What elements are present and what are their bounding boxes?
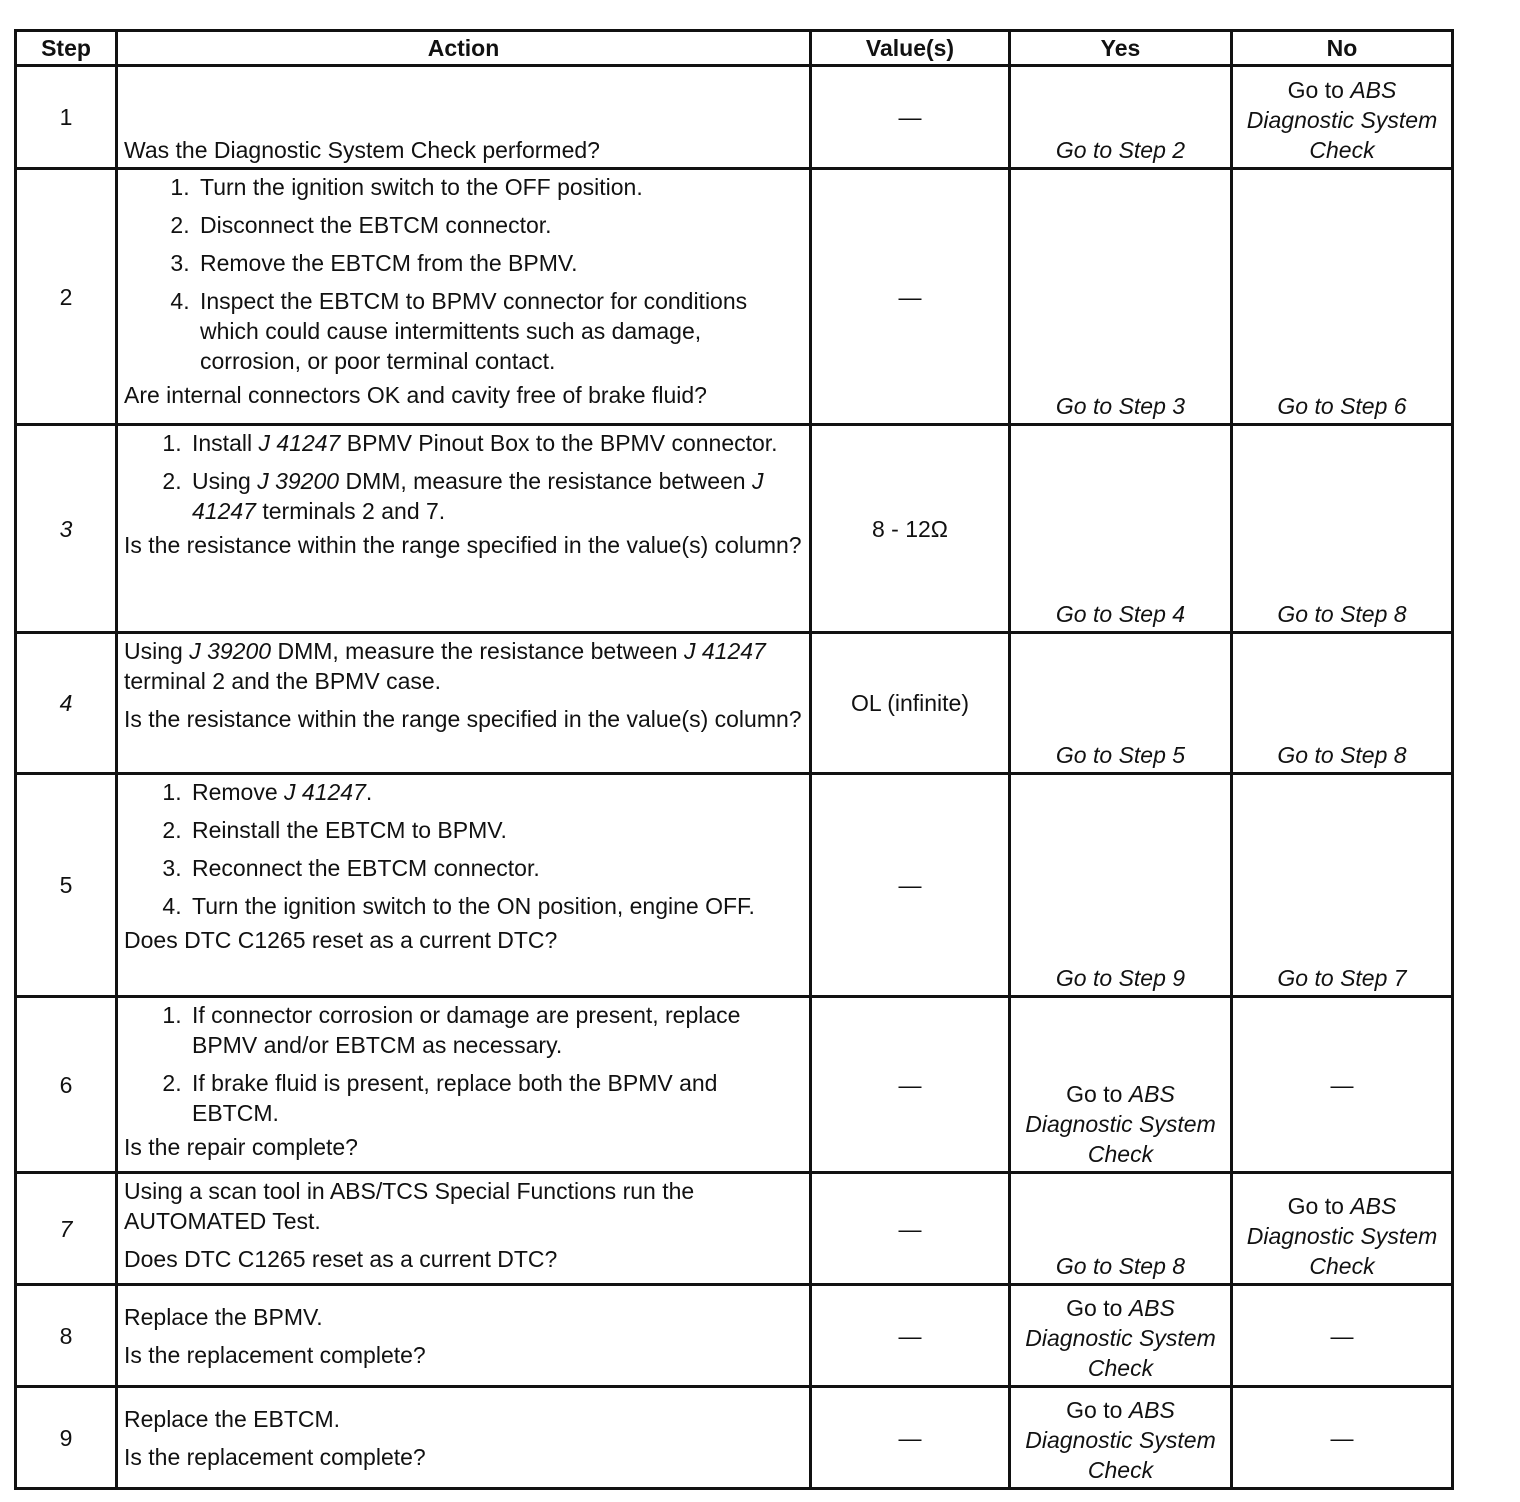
list-item: 2. Using J 39200 DMM, measure the resistance between J 41247 terminals 2 and 7. [188, 466, 803, 526]
list-item: 2. Reinstall the EBTCM to BPMV. [188, 815, 803, 845]
question-text: Was the Diagnostic System Check performed? [124, 137, 600, 163]
step-number: 1 [16, 66, 117, 169]
question-text: Is the repair complete? [124, 1134, 358, 1160]
table-row [16, 774, 1453, 997]
action-cell [117, 1387, 811, 1489]
question-text: Does DTC C1265 reset as a current DTC? [124, 1246, 558, 1272]
table-row [16, 1387, 1453, 1489]
question-text: Is the replacement complete? [124, 1443, 426, 1470]
value-cell: — [811, 997, 1010, 1173]
procedure-list [124, 428, 803, 526]
step-number: 3 [16, 425, 117, 633]
value-cell: — [811, 1387, 1010, 1489]
list-item: 4. Inspect the EBTCM to BPMV connector for conditions which could cause intermittents such as damage, corrosion, or poor terminal contact. [196, 286, 803, 376]
header-step: Step [16, 31, 117, 66]
list-item: 1. If connector corrosion or damage are present, replace BPMV and/or EBTCM as necessary. [188, 1000, 803, 1060]
action-cell [117, 66, 811, 169]
no-cell: Go to Step 8 [1232, 633, 1453, 774]
table-row [16, 633, 1453, 774]
value-cell: 8 - 12Ω [811, 425, 1010, 633]
yes-cell: Go to ABS Diagnostic System Check [1010, 1387, 1232, 1489]
step-number: 9 [16, 1387, 117, 1489]
procedure-list [124, 777, 803, 921]
table-row [16, 997, 1453, 1173]
header-action: Action [117, 31, 811, 66]
action-cell [117, 1173, 811, 1285]
value-cell: — [811, 66, 1010, 169]
table-row [16, 169, 1453, 425]
list-item: 3. Reconnect the EBTCM connector. [188, 853, 803, 883]
action-cell [117, 169, 811, 425]
no-cell: Go to ABS Diagnostic System Check [1232, 66, 1453, 169]
step-number: 6 [16, 997, 117, 1173]
yes-cell: Go to ABS Diagnostic System Check [1010, 997, 1232, 1173]
header-no: No [1232, 31, 1453, 66]
value-cell: — [811, 1173, 1010, 1285]
yes-cell: Go to Step 3 [1010, 169, 1232, 425]
no-cell: Go to Step 8 [1232, 425, 1453, 633]
header-values: Value(s) [811, 31, 1010, 66]
action-cell [117, 1285, 811, 1387]
procedure-list [124, 172, 803, 376]
header-yes: Yes [1010, 31, 1232, 66]
list-item: 3. Remove the EBTCM from the BPMV. [196, 248, 803, 278]
table-row [16, 1285, 1453, 1387]
no-cell: Go to ABS Diagnostic System Check [1232, 1173, 1453, 1285]
table-row [16, 66, 1453, 169]
question-text: Are internal connectors OK and cavity free of brake fluid? [124, 382, 707, 408]
question-text: Is the replacement complete? [124, 1341, 426, 1368]
header-row [16, 31, 1453, 66]
step-number: 7 [16, 1173, 117, 1285]
list-item: 2. Disconnect the EBTCM connector. [196, 210, 803, 240]
step-number: 8 [16, 1285, 117, 1387]
action-text: Replace the BPMV. [124, 1303, 323, 1330]
yes-cell: Go to Step 2 [1010, 66, 1232, 169]
list-item: 4. Turn the ignition switch to the ON position, engine OFF. [188, 891, 803, 921]
list-item: 1. Install J 41247 BPMV Pinout Box to the BPMV connector. [188, 428, 803, 458]
list-item: 1. Turn the ignition switch to the OFF position. [196, 172, 803, 202]
no-cell: — [1232, 1387, 1453, 1489]
action-cell [117, 997, 811, 1173]
action-cell [117, 774, 811, 997]
list-item: 2. If brake fluid is present, replace both the BPMV and EBTCM. [188, 1068, 803, 1128]
step-number: 2 [16, 169, 117, 425]
question-text: Does DTC C1265 reset as a current DTC? [124, 927, 558, 953]
action-text: Using a scan tool in ABS/TCS Special Functions run the AUTOMATED Test. [124, 1178, 695, 1234]
yes-cell: Go to Step 8 [1010, 1173, 1232, 1285]
value-cell: — [811, 169, 1010, 425]
yes-cell: Go to Step 4 [1010, 425, 1232, 633]
no-cell: Go to Step 7 [1232, 774, 1453, 997]
procedure-list [124, 1000, 803, 1128]
no-cell: — [1232, 997, 1453, 1173]
action-text: Using J 39200 DMM, measure the resistance between J 41247 terminal 2 and the BPMV case. [124, 638, 766, 694]
action-cell [117, 633, 811, 774]
value-cell: — [811, 774, 1010, 997]
action-text: Replace the EBTCM. [124, 1405, 341, 1432]
yes-cell: Go to Step 9 [1010, 774, 1232, 997]
no-cell: Go to Step 6 [1232, 169, 1453, 425]
question-text: Is the resistance within the range specified in the value(s) column? [124, 706, 802, 732]
action-cell [117, 425, 811, 633]
no-cell: — [1232, 1285, 1453, 1387]
yes-cell: Go to Step 5 [1010, 633, 1232, 774]
step-number: 5 [16, 774, 117, 997]
question-text: Is the resistance within the range specified in the value(s) column? [124, 532, 802, 558]
value-cell: OL (infinite) [811, 633, 1010, 774]
table-row [16, 1173, 1453, 1285]
diagnostic-table [14, 29, 1454, 1490]
table-row [16, 425, 1453, 633]
list-item: 1. Remove J 41247. [188, 777, 803, 807]
value-cell: — [811, 1285, 1010, 1387]
step-number: 4 [16, 633, 117, 774]
yes-cell: Go to ABS Diagnostic System Check [1010, 1285, 1232, 1387]
